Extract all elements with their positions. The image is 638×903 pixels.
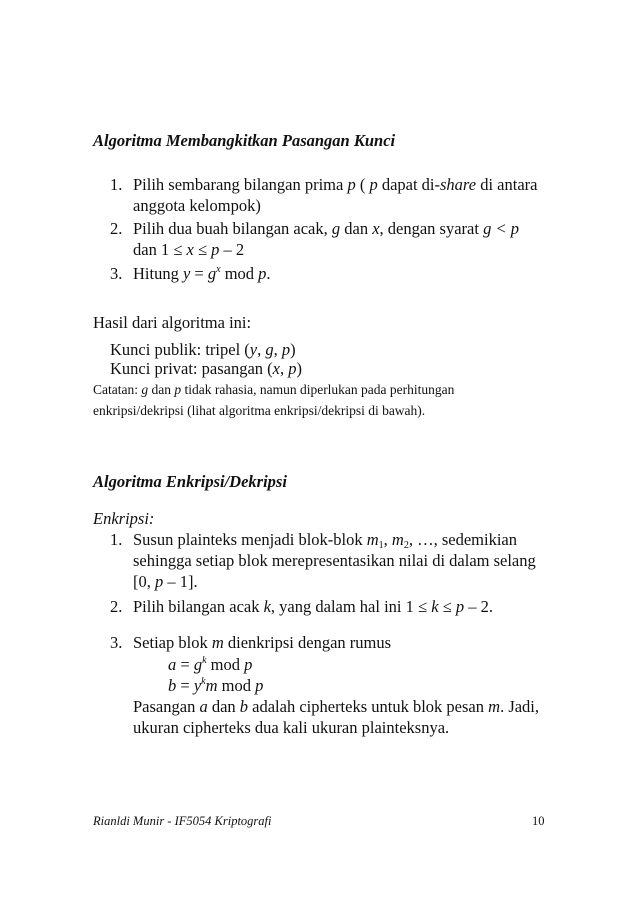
step-text: Pilih dua buah bilangan acak, g dan x, dengan syarat g < p xyxy=(133,219,519,238)
step-text-continued: dan 1 ≤ x ≤ p – 2 xyxy=(133,240,245,259)
step-number: 1. xyxy=(110,175,123,194)
page-number: 10 xyxy=(532,814,545,828)
conclusion-text: Pasangan a dan b adalah cipherteks untuk blok pesan m. Jadi, xyxy=(133,697,540,716)
step-number: 2. xyxy=(110,219,123,238)
note-text-continued: enkripsi/dekripsi (lihat algoritma enkripsi/dekripsi di bawah). xyxy=(93,403,426,418)
enc-step-text: Setiap blok m dienkripsi dengan rumus xyxy=(133,633,392,652)
conclusion-text-continued: ukuran cipherteks dua kali ukuran plainteksnya. xyxy=(133,718,450,737)
public-key-line: Kunci publik: tripel (y, g, p) xyxy=(110,340,296,359)
note-text: Catatan: g dan p tidak rahasia, namun diperlukan pada perhitungan xyxy=(93,382,455,397)
enc-step-text: Susun plainteks menjadi blok-blok $m_1$, $m_2$, …, sedemikian xyxy=(133,530,517,551)
equation-b: $b = y^km$ mod p xyxy=(168,676,264,695)
step-text-continued: anggota kelompok) xyxy=(133,196,261,215)
step-text: Hitung $y = g^x$ mod p. xyxy=(133,264,271,283)
enc-step-text: Pilih bilangan acak k, yang dalam hal ini 1 ≤ k ≤ p – 2. xyxy=(133,597,493,616)
document-page: Algoritma Membangkitkan Pasangan Kunci 1. Pilih sembarang bilangan prima p ( p dapat di-share di antara anggota kelompok) 2. Pilih dua buah bilangan acak, g dan x, dengan syarat g < p dan 1 ≤ x ≤ p – 2 3. Hitung $y = g^x$ mod p. Hasil dari algoritma ini: Kunci publik: tripel (y, g, p) Kunci privat: pasangan (x, p) Catatan: g dan p tidak rahasia, namun diperlukan pada perhitungan enkripsi/dekripsi (lihat algoritma enkripsi/dekripsi di bawah). Algoritma Enkripsi/Dekripsi Enkripsi: 1. Susun plainteks menjadi blok-blok $m_1$, $m_2$, …, sedemikian sehingga setiap blok merepresentasikan nilai di dalam selang [0, p – 1]. 2. Pilih bilangan acak k, yang dalam hal ini 1 ≤ k ≤ p – 2. 3. Setiap blok m dienkripsi dengan rumus $a = g^k$ mod p $b = y^km$ mod p Pasangan a dan b adalah cipherteks untuk blok pesan m. Jadi, ukuran cipherteks dua kali ukuran plainteksnya. Rianldi Munir - IF5054 Kriptografi 10 xyxy=(93,131,545,828)
private-key-line: Kunci privat: pasangan (x, p) xyxy=(110,359,302,378)
result-label: Hasil dari algoritma ini: xyxy=(93,313,252,332)
section-title-encryption: Algoritma Enkripsi/Dekripsi xyxy=(93,472,287,491)
equation-a: $a = g^k$ mod p xyxy=(168,655,253,674)
section-title-key-generation: Algoritma Membangkitkan Pasangan Kunci xyxy=(93,131,396,150)
step-number: 3. xyxy=(110,264,123,283)
enc-step-text-continued: [0, p – 1]. xyxy=(133,572,198,591)
step-text: Pilih sembarang bilangan prima p ( p dapat di-share di antara xyxy=(133,175,538,194)
encryption-subheading: Enkripsi: xyxy=(93,509,155,528)
enc-step-text-continued: sehingga setiap blok merepresentasikan nilai di dalam selang xyxy=(133,551,536,570)
footer-author: Rianldi Munir - IF5054 Kriptografi xyxy=(93,814,272,828)
